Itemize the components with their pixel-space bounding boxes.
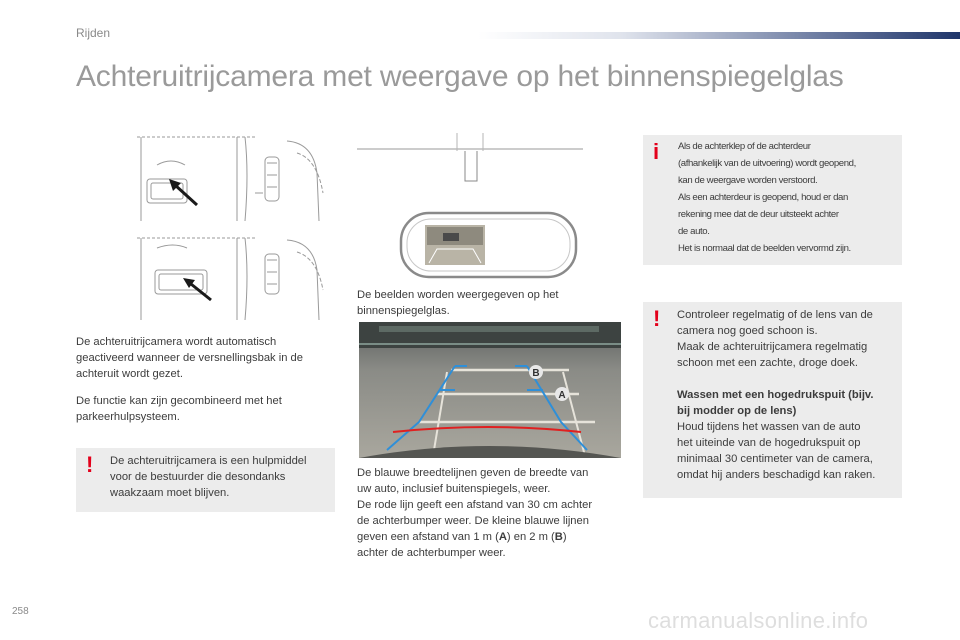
warning-box-driver <box>76 448 335 512</box>
van-rear-illustration-tailgate <box>137 133 337 223</box>
marker-a <box>555 387 569 401</box>
section-label: Rijden <box>76 26 111 40</box>
camera-view-image <box>359 322 621 458</box>
header-bar <box>478 32 960 39</box>
van-rear-illustration-doors <box>137 234 337 322</box>
info-text: Als de achterklep of de achterdeur (afhankelijk van de uitvoering) wordt geopend, kan de weergave worden verstoord. Als een achterdeur is geopend, houd er dan rekening mee dat de deur uitsteekt achter de auto. Het is normaal dat de beelden vervormd zijn. <box>678 141 856 254</box>
info-icon: i <box>653 139 660 164</box>
intro-paragraph: De achteruitrijcamera wordt automatisch geactiveerd wanneer de versnellingsbak in de achteruit wordt gezet. <box>76 336 304 380</box>
svg-text:A: A <box>558 390 566 401</box>
warning-box-cleaning <box>643 302 902 498</box>
warning-icon: ! <box>86 452 94 477</box>
warning-cleaning-text: Controleer regelmatig of de lens van de camera nog goed schoon is. Maak de achteruitrijcamera regelmatig schoon met een zachte, droge doek. Wassen met een hogedrukspuit (bijv. bij modder op de lens) Houd tijdens het wassen van de auto het uiteinde van de hogedrukspuit op minimaal 30 centimeter van de camera, omdat hij anders beschadigd kan raken. <box>677 309 876 481</box>
warning-icon: ! <box>653 306 661 331</box>
watermark: carmanualsonline.info <box>648 608 869 633</box>
combination-paragraph: De functie kan zijn gecombineerd met het parkeerhulpsysteem. <box>76 395 282 423</box>
page-title: Achteruitrijcamera met weergave op het binnenspiegelglas <box>76 60 844 93</box>
mirror-caption: De beelden worden weergegeven op het binnenspiegelglas. <box>357 289 559 317</box>
rear-view-mirror-illustration <box>357 133 587 283</box>
warning-text: De achteruitrijcamera is een hulpmiddel voor de bestuurder die desondanks waakzaam moet blijven. <box>110 455 307 499</box>
marker-b <box>529 365 543 379</box>
info-box-tailgate <box>643 135 902 265</box>
page-number: 258 <box>12 606 29 617</box>
svg-text:B: B <box>532 368 540 379</box>
guide-lines-description: De blauwe breedtelijnen geven de breedte van uw auto, inclusief buitenspiegels, weer. De rode lijn geeft een afstand van 30 cm achter de achterbumper weer. De kleine blauwe lijnen geven een afstand van 1 m (A) en 2 m (B) achter de achterbumper weer. <box>357 467 593 559</box>
